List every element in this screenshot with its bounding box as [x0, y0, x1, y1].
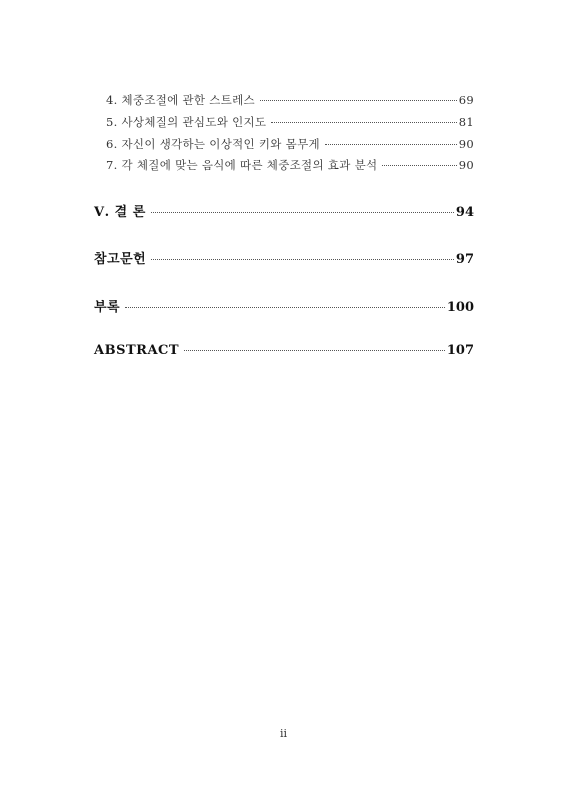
toc-entry-label: 부록 — [94, 300, 121, 315]
dot-leader — [382, 165, 456, 166]
toc-entry-page: 97 — [455, 252, 474, 267]
toc-entry-page: 90 — [458, 137, 474, 151]
dot-leader — [325, 144, 457, 145]
dot-leader — [151, 212, 454, 213]
toc-entry-page: 81 — [458, 115, 474, 129]
toc-entry-constitution-interest — [106, 114, 474, 130]
dot-leader — [260, 100, 457, 101]
toc-entry-label: 7. 각 체질에 맞는 음식에 따른 체중조절의 효과 분석 — [106, 158, 378, 172]
toc-entry-page: 69 — [458, 93, 474, 107]
dot-leader — [271, 122, 456, 123]
toc-entry-abstract — [94, 343, 474, 358]
dot-leader — [151, 259, 454, 260]
toc-entry-label: 참고문헌 — [94, 252, 147, 267]
dot-leader — [184, 350, 445, 351]
toc-entry-weight-control-stress — [106, 92, 474, 108]
toc-entry-ideal-height-weight — [106, 136, 474, 152]
toc-entry-food-effect-analysis — [106, 157, 474, 173]
toc-entry-page: 94 — [455, 205, 474, 220]
toc-entry-page: 100 — [446, 300, 474, 315]
toc-entry-label: 6. 자신이 생각하는 이상적인 키와 몸무게 — [106, 137, 320, 151]
toc-entry-references — [94, 248, 474, 267]
toc-entry-label: 5. 사상체질의 관심도와 인지도 — [106, 115, 267, 129]
toc-entry-appendix — [94, 296, 474, 315]
toc-entry-label: ABSTRACT — [94, 343, 180, 358]
dot-leader — [125, 307, 445, 308]
toc-entry-page: 90 — [458, 158, 474, 172]
toc-entry-conclusion — [94, 201, 474, 220]
toc-entry-label: 4. 체중조절에 관한 스트레스 — [106, 93, 255, 107]
toc-entry-page: 107 — [446, 343, 474, 358]
toc-entry-label: Ⅴ. 결 론 — [94, 205, 146, 220]
page-number: ii — [279, 727, 288, 740]
